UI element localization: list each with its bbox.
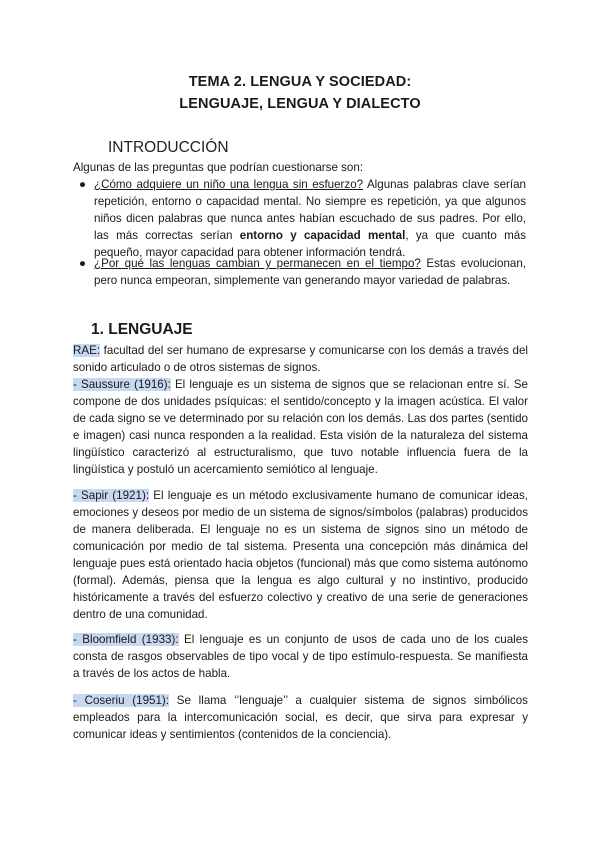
definition-label: - Coseriu (1951):	[73, 694, 170, 707]
definition-coseriu	[73, 692, 528, 743]
section-heading-lenguaje: 1. LENGUAJE	[91, 321, 193, 338]
bullet-text: Algunas palabras clave serían repetición, entorno o capacidad mental. No siempre es repetición, ya que algunos niños dicen palabras que nunca antes habían escuchado de sus padres. Por ello, las más correctas serían	[94, 178, 527, 242]
intro-bullet-2	[79, 255, 527, 289]
bullet-dot-icon: ●	[79, 257, 87, 270]
bullet-bold-text: entorno y capacidad mental	[239, 229, 406, 242]
definition-sapir	[73, 487, 528, 623]
definition-label: - Bloomfield (1933):	[73, 633, 179, 646]
definition-bloomfield	[73, 631, 528, 682]
definition-label: - Saussure (1916):	[73, 378, 171, 391]
bullet-question: ¿Cómo adquiere un niño una lengua sin esfuerzo?	[94, 178, 364, 191]
definition-text: El lenguaje es un método exclusivamente humano de comunicar ideas, emociones y deseos por medio de un sistema de signos/símbolos (palabras) producidos de manera deliberada. El lenguaje no es un sistema de signos sino un método de comunicación por medio de tal sistema. Presenta una concepción más dinámica del lenguaje pues está orientado hacia objetos (funcional) más que como sistema autónomo (formal). Además, piensa que la lengua es algo cultural y no instintivo, producido históricamente a través del esfuerzo colectivo y creativo de una serie de generaciones dentro de una comunidad.	[73, 489, 529, 621]
bullet-question: ¿Por qué las lenguas cambian y permanecen en el tiempo?	[94, 257, 421, 270]
bullet-text: Estas evolucionan, pero nunca empeoran, simplemente van generando mayor variedad de palabras.	[94, 257, 527, 287]
document-title-line-2: LENGUAJE, LENGUA Y DIALECTO	[179, 96, 421, 112]
intro-lead-text: Algunas de las preguntas que podrían cuestionarse son:	[73, 161, 364, 174]
bullet-dot-icon: ●	[79, 178, 87, 191]
definition-label: - Sapir (1921):	[73, 489, 150, 502]
definition-text: Se llama ‘’lenguaje’’ a cualquier sistema de signos simbólicos empleados para la intercomunicación social, es decir, que sirva para expresar y comunicar ideas y sentimientos (contenidos de la conciencia).	[73, 694, 528, 741]
definition-label: RAE:	[73, 344, 101, 357]
bullet-text-end: , ya que cuanto más pequeño, mayor capacidad para obtener información tendrá.	[94, 229, 527, 259]
definition-text: El lenguaje es un conjunto de usos de cada uno de los cuales consta de rasgos observables de tipo vocal y de tipo estímulo-respuesta. Se manifiesta a través de los actos de habla.	[73, 633, 528, 680]
definition-rae	[73, 342, 528, 376]
intro-bullet-1	[79, 176, 527, 261]
document-title-line-1: TEMA 2. LENGUA Y SOCIEDAD:	[188, 74, 412, 90]
definition-text: El lenguaje es un sistema de signos que se relacionan entre sí. Se compone de dos unidades psíquicas: el sentido/concepto y la imagen acústica. El valor de cada signo se ve determinado por su relación con los demás. Las dos partes (sentido e imagen) casi nunca responden a la realidad. Esta visión de la naturaleza del sistema lingüístico caracterizó al estructuralismo, que tuvo notable influencia fuera de la lingüística y postuló un acercamiento semiótico al lenguaje.	[73, 378, 528, 476]
definition-saussure	[73, 376, 528, 478]
intro-heading: INTRODUCCIÓN	[108, 139, 229, 156]
definition-text: facultad del ser humano de expresarse y comunicarse con los demás a través del sonido articulado o de otros sistemas de signos.	[73, 344, 528, 374]
